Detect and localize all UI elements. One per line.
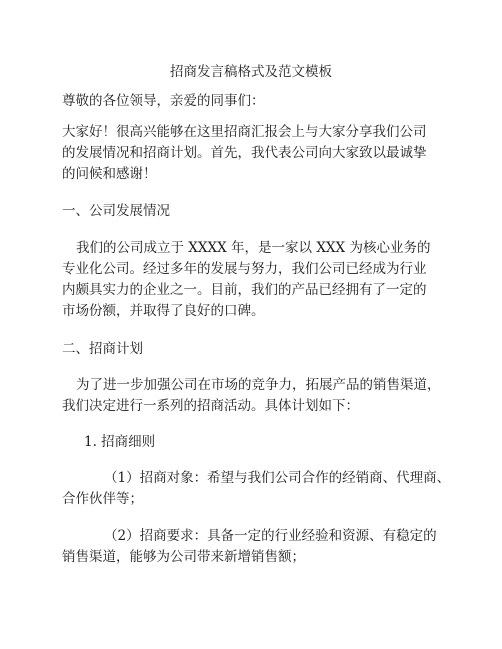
greeting: 尊敬的各位领导，亲爱的同事们：: [62, 93, 265, 109]
subsection1-heading: 1. 招商细则: [84, 434, 156, 450]
item1-line-1: （1）招商对象：希望与我们公司合作的经销商、代理商、: [104, 470, 451, 486]
section1-heading: 一、公司发展情况: [62, 203, 170, 219]
item1-line-2: 合作伙伴等；: [62, 491, 143, 507]
section1-line-1: 我们的公司成立于 XXXX 年，是一家以 XXX 为核心业务的: [76, 240, 431, 256]
section2-heading: 二、招商计划: [62, 341, 143, 357]
item2-line-1: （2）招商要求：具备一定的行业经验和资源、有稳定的: [104, 528, 437, 544]
section1-line-3: 内颇具实力的企业之一。目前，我们的产品已经拥有了一定的: [62, 282, 427, 298]
section1-line-2: 专业化公司。经过多年的发展与努力，我们公司已经成为行业: [62, 261, 427, 277]
section2-line-2: 我们决定进行一系列的招商活动。具体计划如下：: [62, 398, 359, 414]
section2-line-1: 为了进一步加强公司在市场的竞争力，拓展产品的销售渠道，: [76, 377, 441, 393]
item2-line-2: 销售渠道，能够为公司带来新增销售额；: [62, 549, 305, 565]
opening-line-1: 大家好！很高兴能够在这里招商汇报会上与大家分享我们公司: [62, 124, 427, 140]
section1-line-4: 市场份额，并取得了良好的口碑。: [62, 303, 265, 319]
opening-line-3: 的问候和感谢！: [62, 166, 157, 182]
document-title: 招商发言稿格式及范文模板: [170, 64, 332, 80]
opening-line-2: 的发展情况和招商计划。首先，我代表公司向大家致以最诚挚: [62, 145, 427, 161]
